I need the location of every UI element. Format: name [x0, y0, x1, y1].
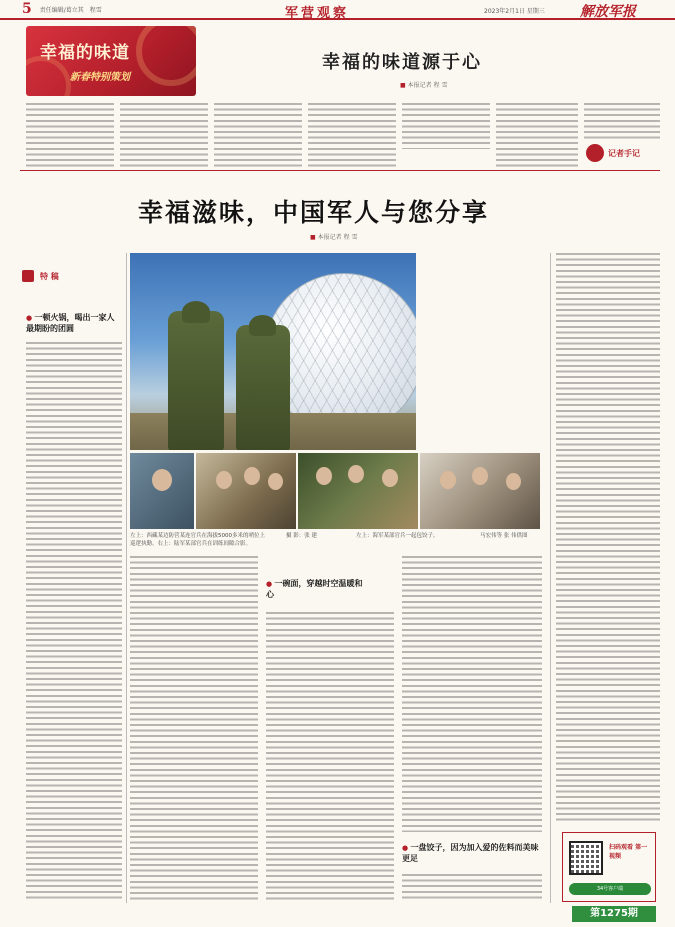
main-photo-caption: 左上：西藏某边防营某连官兵在海拔5000多米的哨位上巡逻执勤。右上：陆军某部官兵在训练间隙合影。 [130, 533, 265, 547]
article1-text-column-7 [584, 103, 660, 139]
person-face [348, 465, 364, 483]
client-app-badge: 34号客户端 [569, 883, 651, 895]
person-face [244, 467, 260, 485]
soldier-figure [236, 325, 290, 450]
article2-text-column-5 [402, 874, 542, 902]
photo-soldiers-celebration [420, 453, 540, 529]
pen-icon [586, 144, 604, 162]
article2-text-column-4 [402, 556, 542, 832]
article2-subhead-1: ● 一顿火锅，喝出一家人最期盼的团圆 [26, 312, 122, 334]
editor-credit: 责任编辑/葛立其 [39, 6, 84, 14]
article1-text-column-6 [496, 103, 578, 167]
photo-soldiers-group [196, 453, 296, 529]
person-face [472, 467, 488, 485]
article2-byline: ■ 本报记者 程 雪 [310, 232, 358, 241]
main-photo-soldiers-radar-dome [130, 253, 416, 450]
article1-text-column-1 [26, 103, 114, 167]
column-rule [126, 253, 127, 903]
reporter-notes-tag [586, 144, 640, 162]
banner-decoration [136, 26, 196, 86]
photo-credit-1: 摄 影：张 建 [286, 533, 317, 539]
reporter-notes-label: 记者手记 [608, 148, 640, 158]
article2-text-column-1 [26, 342, 122, 902]
article2-subhead-2: ● 一碗面，穿越时空温暖和心 [266, 578, 364, 600]
column-rule [550, 253, 551, 903]
person-face [216, 471, 232, 489]
article1-text-column-5 [402, 103, 490, 149]
person-face [268, 473, 283, 490]
editor-credit-2: 程雪 [89, 6, 102, 14]
article1-byline: ■ 本报记者 程 雪 [400, 80, 448, 89]
issue-number: 第1275期 [572, 906, 656, 922]
person-face [440, 471, 456, 489]
special-feature-banner [26, 26, 196, 96]
flag-icon [22, 270, 34, 282]
article2-subhead-3: ● 一盘饺子，因为加入爱的佐料而美味更足 [402, 842, 542, 864]
qr-code-text: 扫码观看 第一视频 [609, 844, 648, 860]
photo-caption-2: 左上：海军某部官兵一起包饺子。 [356, 533, 439, 539]
qr-code-icon[interactable] [569, 841, 603, 875]
article2-headline: 幸福滋味，中国军人与您分享 [138, 198, 490, 227]
newspaper-masthead: 解放军报 [580, 4, 636, 20]
person-face [152, 469, 172, 491]
issue-date: 2023年2月1日 星期三 [484, 8, 545, 15]
article1-text-column-2 [120, 103, 208, 167]
person-face [316, 467, 332, 485]
banner-subtitle: 新春特别策划 [70, 72, 130, 83]
page-number: 5 [22, 1, 32, 17]
section-title: 军营观察 [285, 6, 350, 21]
article1-text-column-3 [214, 103, 302, 167]
article2-text-column-right [556, 253, 660, 823]
article2-text-column-3 [266, 612, 394, 902]
soldier-figure [168, 311, 224, 450]
helmet [249, 315, 276, 336]
helmet [182, 301, 210, 323]
section-divider [20, 170, 660, 171]
person-face [382, 469, 398, 487]
photo-soldier-portrait [130, 453, 194, 529]
qr-code-box [562, 832, 656, 902]
photo-credit-2: 马宏伟等 张 伟供图 [480, 533, 528, 539]
special-report-tag [22, 270, 59, 282]
photo-soldiers-making-dumplings [298, 453, 418, 529]
special-report-label: 特 稿 [40, 271, 59, 281]
article1-text-column-4 [308, 103, 396, 167]
person-face [506, 473, 521, 490]
article2-text-column-2 [130, 556, 258, 902]
article1-headline: 幸福的味道源于心 [322, 52, 482, 73]
banner-title: 幸福的味道 [40, 43, 130, 63]
